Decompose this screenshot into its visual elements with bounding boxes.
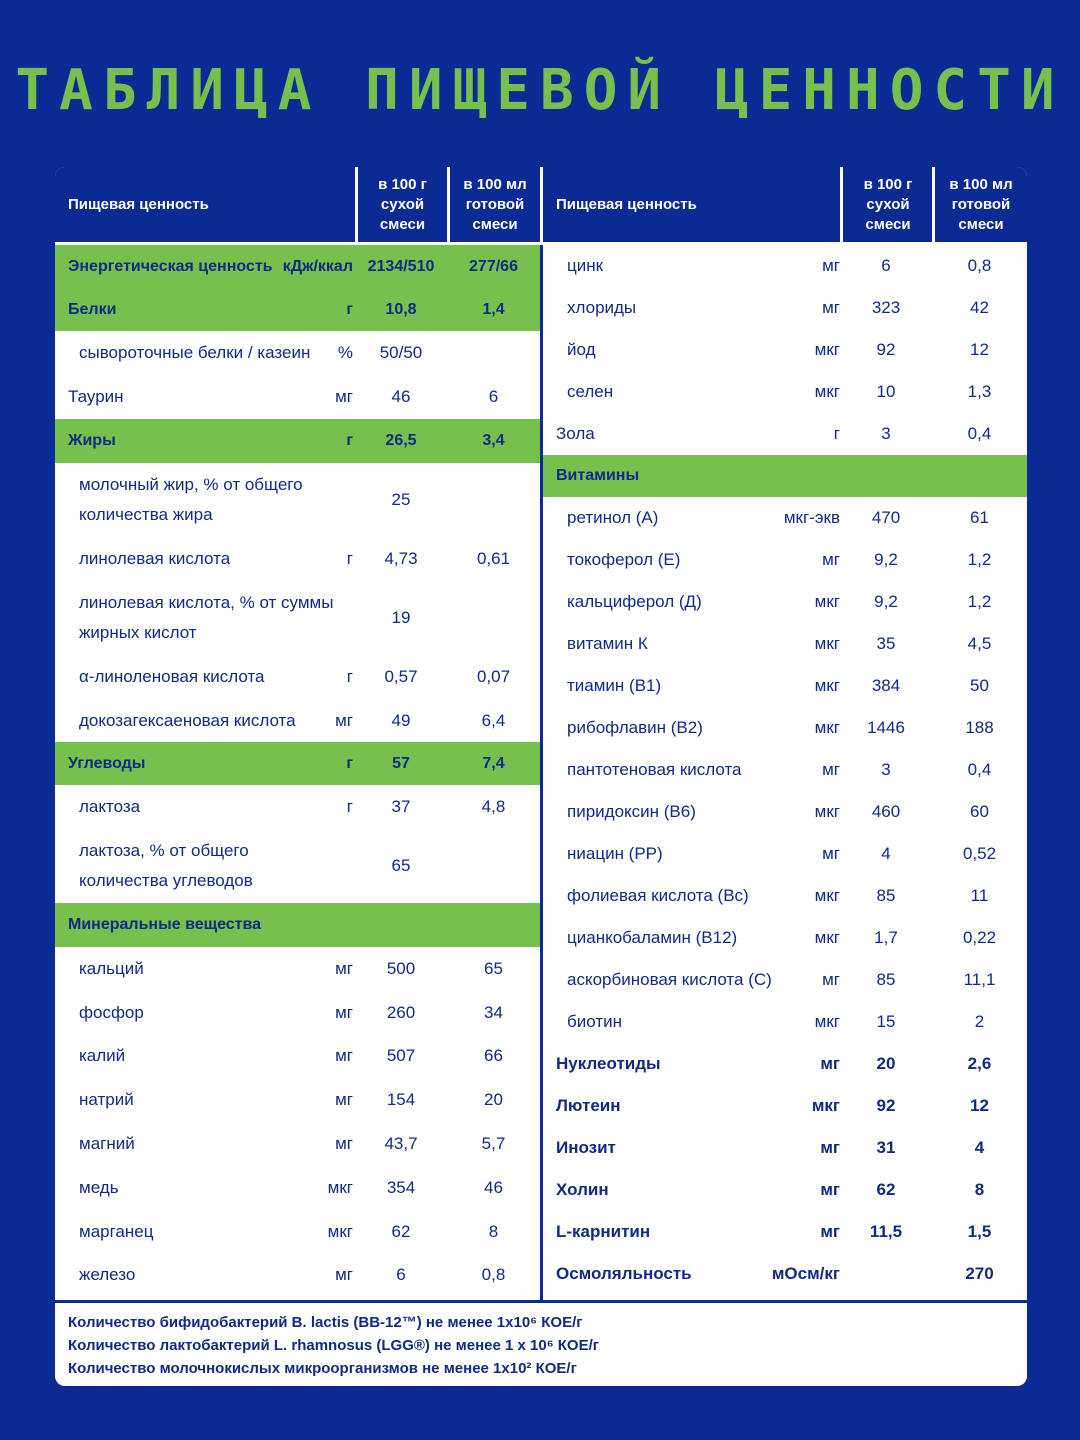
unit-label: мг bbox=[822, 298, 840, 317]
unit-label: мг bbox=[822, 844, 840, 863]
header-name-right: Пищевая ценность bbox=[556, 195, 697, 213]
table-row bbox=[55, 419, 540, 463]
table-row bbox=[55, 947, 540, 991]
table-header bbox=[55, 167, 1027, 245]
value-prepared: 7,4 bbox=[482, 754, 505, 772]
nutrient-name: тиамин (B1) bbox=[567, 676, 662, 695]
page-title: ТАБЛИЦА ПИЩЕВОЙ ЦЕННОСТИ bbox=[15, 58, 1065, 123]
table-row bbox=[55, 1122, 540, 1166]
value-dry: 37 bbox=[391, 797, 411, 816]
nutrient-name: йод bbox=[567, 340, 596, 359]
table-row bbox=[543, 623, 1027, 665]
value-prepared: 0,8 bbox=[481, 1265, 506, 1284]
table-row bbox=[543, 875, 1027, 917]
value-dry: 507 bbox=[386, 1046, 416, 1065]
value-dry: 10 bbox=[876, 382, 896, 401]
unit-label: мг bbox=[822, 970, 840, 989]
value-dry: 1,7 bbox=[874, 928, 898, 947]
table-row bbox=[543, 1043, 1027, 1085]
value-dry: 31 bbox=[876, 1138, 896, 1157]
header-col2-right: в 100 мл готовой смеси bbox=[949, 175, 1013, 233]
value-dry: 50/50 bbox=[379, 343, 423, 362]
nutrient-name: лактоза bbox=[79, 797, 141, 816]
value-dry: 46 bbox=[391, 387, 411, 406]
value-prepared: 0,22 bbox=[962, 928, 997, 947]
unit-label: мкг bbox=[814, 886, 840, 905]
nutrient-name: Энергетическая ценность bbox=[68, 257, 273, 275]
value-prepared: 8 bbox=[488, 1221, 499, 1241]
value-dry: 460 bbox=[871, 802, 901, 821]
table-row bbox=[55, 375, 540, 419]
value-dry: 470 bbox=[871, 508, 901, 527]
unit-label: мкг bbox=[814, 718, 840, 737]
table-row bbox=[55, 581, 540, 655]
nutrient-name: Таурин bbox=[68, 387, 124, 406]
value-dry: 20 bbox=[876, 1054, 896, 1073]
unit-label: мг bbox=[820, 1222, 840, 1241]
value-prepared: 6,4 bbox=[481, 710, 506, 730]
footer-notes bbox=[55, 1300, 1027, 1386]
unit-label: мг bbox=[335, 710, 353, 730]
value-prepared: 0,4 bbox=[967, 760, 992, 779]
unit-label: г bbox=[346, 300, 353, 318]
unit-label: мг bbox=[820, 1054, 840, 1073]
value-dry: 26,5 bbox=[385, 432, 417, 449]
value-dry: 49 bbox=[391, 710, 411, 730]
value-dry: 35 bbox=[876, 634, 896, 653]
value-prepared: 46 bbox=[484, 1178, 503, 1197]
value-prepared: 65 bbox=[484, 959, 503, 978]
nutrient-name: молочный жир, % от общего количества жира bbox=[79, 475, 303, 524]
footer-note: Количество бифидобактерий B. lactis (BB-12™) не менее 1x10⁶ КОЕ/г bbox=[68, 1314, 583, 1331]
table-row bbox=[55, 463, 540, 537]
value-prepared: 12 bbox=[970, 340, 989, 359]
value-prepared: 11,1 bbox=[963, 970, 996, 989]
value-dry: 62 bbox=[391, 1221, 411, 1241]
nutrient-name: фосфор bbox=[79, 1002, 144, 1022]
value-dry: 154 bbox=[386, 1090, 416, 1109]
value-prepared: 0,4 bbox=[967, 424, 992, 443]
unit-label: мкг bbox=[327, 1178, 353, 1197]
table-row bbox=[543, 371, 1027, 413]
unit-label: мг bbox=[335, 1265, 353, 1284]
unit-label: г bbox=[346, 549, 353, 568]
value-dry: 323 bbox=[871, 298, 901, 317]
table-row bbox=[543, 413, 1027, 455]
table-row bbox=[55, 1166, 540, 1210]
nutrient-name: Зола bbox=[556, 424, 595, 443]
nutrient-name: α-линоленовая кислота bbox=[79, 667, 265, 686]
value-prepared: 4 bbox=[974, 1138, 985, 1157]
table-row bbox=[55, 785, 540, 829]
value-dry: 65 bbox=[391, 856, 411, 875]
unit-label: мг bbox=[335, 1046, 353, 1065]
table-row bbox=[55, 829, 540, 903]
nutrient-name: магний bbox=[79, 1134, 135, 1153]
table-row bbox=[543, 833, 1027, 875]
nutrient-name: сывороточные белки / казеин bbox=[79, 343, 311, 362]
nutrient-name: Белки bbox=[68, 300, 117, 318]
value-prepared: 4,5 bbox=[967, 634, 992, 653]
value-prepared: 66 bbox=[484, 1046, 503, 1065]
table-row bbox=[543, 1211, 1027, 1253]
value-dry: 9,2 bbox=[874, 550, 898, 569]
value-dry: 500 bbox=[386, 959, 416, 978]
value-dry: 57 bbox=[392, 754, 410, 772]
unit-label: г bbox=[833, 424, 840, 443]
nutrient-name: токоферол (Е) bbox=[567, 550, 681, 569]
unit-label: г bbox=[346, 432, 353, 449]
value-prepared: 2,6 bbox=[967, 1054, 992, 1073]
table-row bbox=[543, 329, 1027, 371]
value-prepared bbox=[447, 903, 540, 947]
value-prepared: 0,61 bbox=[476, 549, 511, 568]
nutrient-name: кальциферол (Д) bbox=[567, 592, 702, 611]
unit-label: мкг bbox=[327, 1221, 353, 1241]
value-prepared: 270 bbox=[965, 1264, 994, 1283]
nutrient-name: Инозит bbox=[556, 1138, 616, 1157]
table-row bbox=[55, 1210, 540, 1253]
nutrient-name: марганец bbox=[79, 1221, 154, 1241]
unit-label: мг bbox=[335, 1134, 353, 1153]
table-row bbox=[543, 245, 1027, 287]
value-prepared: 11 bbox=[970, 886, 989, 905]
header-name-left: Пищевая ценность bbox=[68, 195, 209, 213]
table-row bbox=[543, 707, 1027, 749]
value-dry: 85 bbox=[876, 886, 896, 905]
table-row bbox=[55, 1253, 540, 1297]
value-dry bbox=[840, 1253, 932, 1295]
nutrition-table bbox=[55, 167, 1027, 1386]
nutrient-name: L-карнитин bbox=[556, 1222, 651, 1241]
value-prepared: 20 bbox=[484, 1090, 503, 1109]
value-prepared bbox=[447, 331, 540, 375]
nutrient-name: ретинол (А) bbox=[567, 508, 659, 527]
value-dry: 6 bbox=[396, 1265, 406, 1284]
table-row bbox=[55, 699, 540, 742]
value-dry: 25 bbox=[391, 490, 411, 509]
table-row bbox=[543, 287, 1027, 329]
table-row bbox=[55, 991, 540, 1034]
nutrient-name: цианкобаламин (B12) bbox=[567, 928, 738, 947]
value-prepared: 0,52 bbox=[962, 844, 997, 863]
nutrient-name: Витамины bbox=[556, 467, 640, 484]
table-row bbox=[543, 581, 1027, 623]
nutrient-name: Холин bbox=[556, 1180, 609, 1199]
value-prepared: 2 bbox=[974, 1012, 985, 1031]
value-prepared: 4,8 bbox=[481, 797, 506, 816]
table-row bbox=[543, 917, 1027, 959]
nutrient-name: линолевая кислота, % от суммы жирных кислот bbox=[79, 593, 334, 642]
value-dry: 4 bbox=[881, 844, 891, 863]
nutrient-name: ниацин (РР) bbox=[567, 844, 663, 863]
unit-label: мкг bbox=[814, 676, 840, 695]
value-prepared: 5,7 bbox=[481, 1134, 506, 1153]
header-col1-left: в 100 г сухой смеси bbox=[378, 175, 427, 233]
unit-label: мг bbox=[820, 1180, 840, 1199]
table-row bbox=[543, 791, 1027, 833]
table-row bbox=[55, 537, 540, 581]
value-prepared: 6 bbox=[488, 387, 499, 406]
table-row bbox=[55, 1034, 540, 1078]
unit-label: мкг bbox=[814, 928, 840, 947]
value-prepared: 34 bbox=[484, 1002, 503, 1022]
nutrient-name: Лютеин bbox=[556, 1096, 621, 1115]
footer-note: Количество лактобактерий L. rhamnosus (LGG®) не менее 1 x 10⁶ КОЕ/г bbox=[68, 1337, 600, 1354]
nutrient-name: аскорбиновая кислота (С) bbox=[567, 970, 772, 989]
value-dry: 354 bbox=[386, 1178, 416, 1197]
unit-label: мкг bbox=[814, 802, 840, 821]
value-prepared: 1,3 bbox=[967, 382, 992, 401]
value-dry: 4,73 bbox=[384, 549, 418, 568]
value-prepared: 61 bbox=[970, 508, 989, 527]
value-prepared: 8 bbox=[974, 1180, 985, 1199]
nutrient-name: лактоза, % от общего количества углеводов bbox=[79, 841, 253, 890]
value-prepared bbox=[932, 455, 1027, 497]
unit-label: мг bbox=[335, 1090, 353, 1109]
value-prepared: 1,2 bbox=[967, 550, 992, 569]
value-dry: 11,5 bbox=[869, 1222, 903, 1241]
value-dry: 3 bbox=[881, 760, 891, 779]
unit-label: мг bbox=[335, 387, 353, 406]
value-prepared: 12 bbox=[970, 1096, 989, 1115]
unit-label: мг bbox=[822, 760, 840, 779]
unit-label: мг bbox=[335, 959, 353, 978]
nutrient-name: витамин К bbox=[567, 634, 648, 653]
unit-label: мОсм/кг bbox=[771, 1264, 840, 1283]
value-prepared: 188 bbox=[965, 718, 994, 737]
nutrient-name: докозагексаеновая кислота bbox=[79, 710, 296, 730]
table-row bbox=[543, 1085, 1027, 1127]
value-prepared: 277/66 bbox=[469, 257, 518, 275]
nutrient-name: натрий bbox=[79, 1090, 134, 1109]
table-row bbox=[543, 959, 1027, 1001]
table-row bbox=[55, 245, 540, 288]
table-row bbox=[543, 455, 1027, 497]
unit-label: мкг bbox=[814, 592, 840, 611]
value-prepared: 50 bbox=[970, 676, 989, 695]
table-row bbox=[55, 903, 540, 947]
value-dry: 62 bbox=[876, 1180, 896, 1199]
table-row bbox=[543, 497, 1027, 539]
table-row bbox=[55, 742, 540, 785]
unit-label: г bbox=[346, 754, 353, 772]
unit-label: мг bbox=[335, 1002, 353, 1022]
table-row bbox=[543, 1253, 1027, 1295]
value-prepared: 1,5 bbox=[967, 1222, 992, 1241]
table-row bbox=[543, 749, 1027, 791]
nutrient-name: Осмоляльность bbox=[556, 1264, 692, 1283]
value-prepared bbox=[447, 463, 540, 537]
value-dry: 9,2 bbox=[874, 592, 898, 611]
nutrient-name: Углеводы bbox=[68, 754, 146, 772]
value-dry: 6 bbox=[881, 256, 891, 275]
nutrient-name: линолевая кислота bbox=[79, 549, 231, 568]
nutrient-name: рибофлавин (B2) bbox=[567, 718, 703, 737]
value-dry: 92 bbox=[876, 1096, 896, 1115]
nutrient-name: медь bbox=[79, 1178, 119, 1197]
nutrient-name: хлориды bbox=[567, 298, 637, 317]
header-col2-left: в 100 мл готовой смеси bbox=[463, 175, 527, 233]
value-dry: 384 bbox=[871, 676, 901, 695]
unit-label: г bbox=[346, 797, 353, 816]
table-row bbox=[55, 331, 540, 375]
table-row bbox=[543, 539, 1027, 581]
unit-label: мкг bbox=[814, 634, 840, 653]
value-dry bbox=[355, 903, 447, 947]
nutrient-name: Нуклеотиды bbox=[556, 1054, 661, 1073]
value-dry: 19 bbox=[391, 608, 411, 627]
unit-label: мкг bbox=[814, 1012, 840, 1031]
table-row bbox=[543, 1169, 1027, 1211]
value-dry: 92 bbox=[876, 340, 896, 359]
unit-label bbox=[255, 581, 353, 655]
value-prepared: 42 bbox=[970, 298, 989, 317]
unit-label: мг bbox=[822, 256, 840, 275]
value-prepared bbox=[447, 829, 540, 903]
value-prepared: 60 bbox=[970, 802, 989, 821]
table-row bbox=[543, 1001, 1027, 1043]
value-dry: 10,8 bbox=[385, 300, 417, 318]
table-row bbox=[55, 288, 540, 331]
value-dry: 0,57 bbox=[384, 667, 418, 686]
value-prepared: 0,8 bbox=[967, 256, 992, 275]
value-dry: 2134/510 bbox=[367, 257, 435, 275]
value-prepared: 3,4 bbox=[482, 432, 505, 449]
table-row bbox=[543, 1127, 1027, 1169]
value-prepared bbox=[447, 581, 540, 655]
nutrient-name: кальций bbox=[79, 959, 144, 978]
nutrient-name: пиридоксин (B6) bbox=[567, 802, 696, 821]
unit-label: мкг-экв bbox=[783, 508, 840, 527]
value-dry: 43,7 bbox=[384, 1134, 418, 1153]
value-dry: 15 bbox=[876, 1012, 896, 1031]
unit-label bbox=[255, 903, 353, 947]
unit-label: г bbox=[346, 667, 353, 686]
nutrient-name: Жиры bbox=[68, 432, 116, 449]
value-prepared: 0,07 bbox=[476, 667, 511, 686]
unit-label: мг bbox=[820, 1138, 840, 1157]
value-dry: 3 bbox=[881, 424, 891, 443]
unit-label: мкг bbox=[814, 340, 840, 359]
unit-label bbox=[255, 463, 353, 537]
value-dry: 1446 bbox=[867, 718, 905, 737]
table-row bbox=[55, 655, 540, 699]
table-row bbox=[543, 665, 1027, 707]
header-col1-right: в 100 г сухой смеси bbox=[863, 175, 913, 233]
unit-label: кДж/ккал bbox=[282, 257, 353, 275]
unit-label bbox=[255, 829, 353, 903]
nutrient-name: Минеральные вещества bbox=[68, 916, 262, 933]
nutrient-name: калий bbox=[79, 1046, 126, 1065]
unit-label bbox=[723, 455, 840, 497]
value-prepared: 1,2 bbox=[967, 592, 992, 611]
unit-label: % bbox=[337, 343, 353, 362]
value-dry: 260 bbox=[386, 1002, 416, 1022]
unit-label: мкг bbox=[814, 382, 840, 401]
nutrient-name: железо bbox=[79, 1265, 136, 1284]
table-row bbox=[55, 1078, 540, 1122]
nutrient-name: фолиевая кислота (Вс) bbox=[567, 886, 749, 905]
footer-note: Количество молочнокислых микроорганизмов не менее 1x10² КОЕ/г bbox=[68, 1360, 577, 1377]
nutrient-name: пантотеновая кислота bbox=[567, 760, 742, 779]
unit-label: мкг bbox=[811, 1096, 840, 1115]
nutrient-name: селен bbox=[567, 382, 614, 401]
value-dry bbox=[840, 455, 932, 497]
nutrient-name: биотин bbox=[567, 1012, 622, 1031]
value-prepared: 1,4 bbox=[482, 300, 505, 318]
value-dry: 85 bbox=[876, 970, 896, 989]
nutrient-name: цинк bbox=[567, 256, 604, 275]
unit-label: мг bbox=[822, 550, 840, 569]
